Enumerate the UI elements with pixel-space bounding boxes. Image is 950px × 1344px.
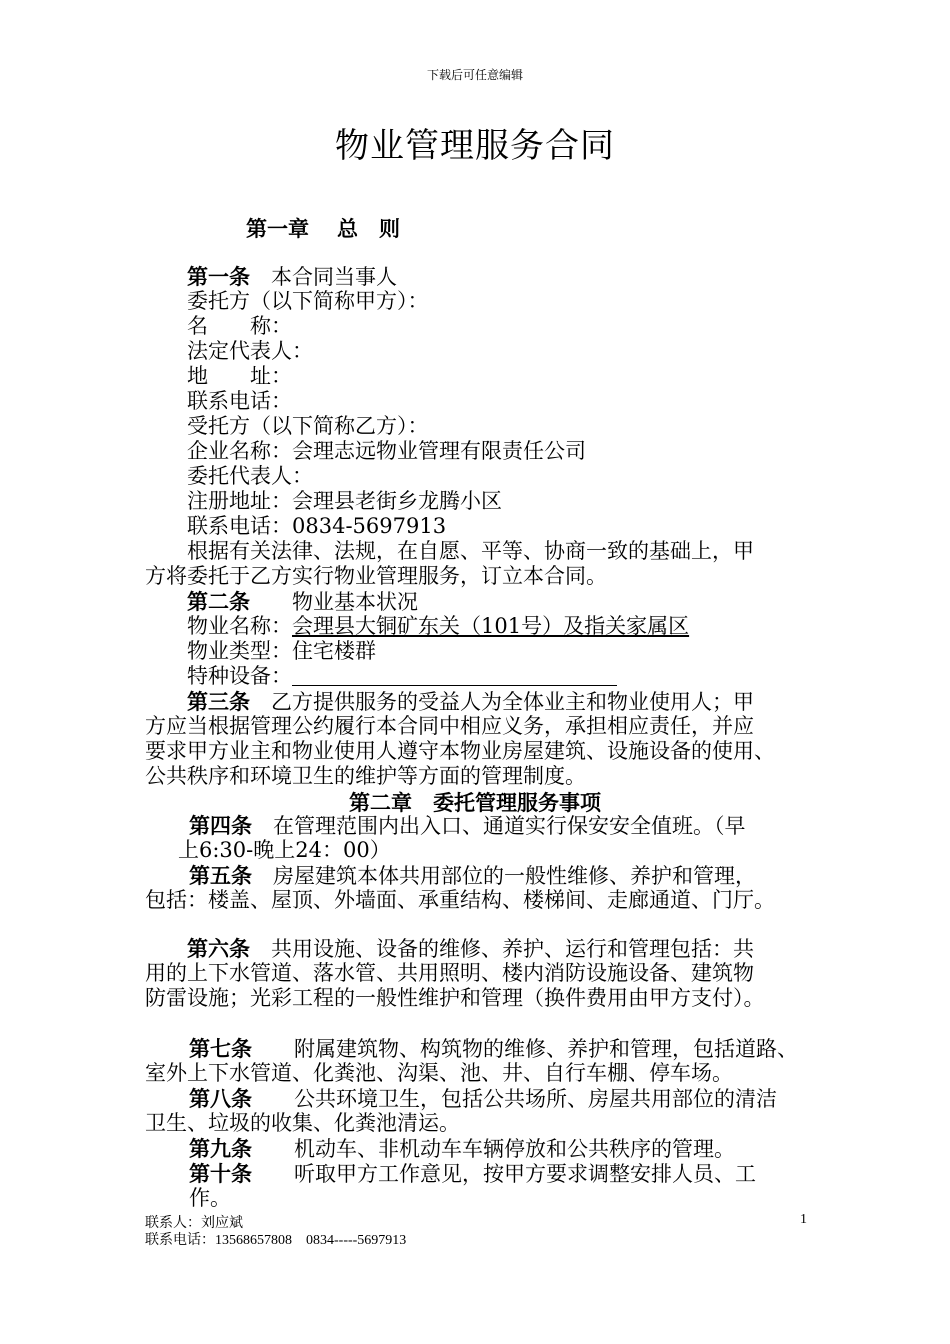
article-2-label: 第二条 xyxy=(187,589,250,614)
article-9-line-1 xyxy=(189,1136,735,1162)
party-a-phone: 联系电话： xyxy=(187,389,292,413)
article-3-line-4: 公共秩序和环境卫生的维护等方面的管理制度。 xyxy=(145,764,586,788)
article-6-line-1 xyxy=(187,936,754,962)
article-1-label: 第一条 xyxy=(187,264,250,289)
article-8-line-1 xyxy=(189,1086,777,1112)
article-1-para-line-1: 根据有关法律、法规，在自愿、平等、协商一致的基础上，甲 xyxy=(187,539,754,563)
property-name-line xyxy=(187,614,689,639)
article-1-text: 本合同当事人 xyxy=(271,265,397,289)
article-3-text-1: 乙方提供服务的受益人为全体业主和物业使用人；甲 xyxy=(271,690,754,714)
special-equipment-line xyxy=(187,664,617,689)
article-7-text-1: 附属建筑物、构筑物的维修、养护和管理，包括道路、 xyxy=(294,1037,798,1061)
chapter-2-label: 第二章 xyxy=(349,790,412,815)
special-equipment-label: 特种设备： xyxy=(187,664,292,688)
document-title: 物业管理服务合同 xyxy=(335,126,615,166)
article-3-label: 第三条 xyxy=(187,689,250,714)
article-10-line-2: 作。 xyxy=(189,1186,231,1210)
article-10-line-1 xyxy=(189,1161,756,1187)
party-a-address: 地 址： xyxy=(187,364,292,388)
page-header-note: 下载后可任意编辑 xyxy=(426,68,523,82)
party-b-company: 企业名称：会理志远物业管理有限责任公司 xyxy=(187,439,586,463)
article-9-text-1: 机动车、非机动车车辆停放和公共秩序的管理。 xyxy=(294,1137,735,1161)
article-4-label: 第四条 xyxy=(189,813,252,838)
article-6-line-3: 防雷设施；光彩工程的一般性维护和管理（换件费用由甲方支付）。 xyxy=(145,986,765,1010)
chapter-1-label: 第一章 xyxy=(246,216,309,241)
footer-page-number: 1 xyxy=(800,1212,807,1227)
article-2-heading xyxy=(187,589,418,615)
article-7-line-1 xyxy=(189,1036,798,1062)
party-a-legal-rep: 法定代表人： xyxy=(187,339,313,363)
article-9-label: 第九条 xyxy=(189,1136,252,1161)
party-b-phone: 联系电话：0834-5697913 xyxy=(187,514,447,538)
article-6-line-2: 用的上下水管道、落水管、共用照明、楼内消防设施设备、建筑物 xyxy=(145,961,754,985)
article-3-line-2: 方应当根据管理公约履行本合同中相应义务，承担相应责任，并应 xyxy=(145,714,754,738)
party-b-address: 注册地址：会理县老街乡龙腾小区 xyxy=(187,489,502,513)
article-5-label: 第五条 xyxy=(189,863,252,888)
article-10-text-1: 听取甲方工作意见，按甲方要求调整安排人员、工 xyxy=(294,1162,756,1186)
article-3-line-3: 要求甲方业主和物业使用人遵守本物业房屋建筑、设施设备的使用、 xyxy=(145,739,775,763)
article-7-line-2: 室外上下水管道、化粪池、沟渠、池、井、自行车棚、停车场。 xyxy=(145,1061,733,1085)
article-5-line-2: 包括：楼盖、屋顶、外墙面、承重结构、楼梯间、走廊通道、门厅。 xyxy=(145,888,775,912)
article-5-line-1 xyxy=(189,863,756,889)
article-4-text-1: 在管理范围内出入口、通道实行保安安全值班。（早 xyxy=(273,814,746,838)
party-a-name: 名 称： xyxy=(187,314,292,338)
article-4-line-1 xyxy=(189,813,746,839)
article-5-text-1: 房屋建筑本体共用部位的一般性维修、养护和管理， xyxy=(273,864,756,888)
article-8-label: 第八条 xyxy=(189,1086,252,1111)
property-name-label: 物业名称： xyxy=(187,614,292,638)
article-6-label: 第六条 xyxy=(187,936,250,961)
footer-phone: 联系电话：13568657808 0834-----5697913 xyxy=(145,1233,407,1248)
article-6-text-1: 共用设施、设备的维修、养护、运行和管理包括：共 xyxy=(271,937,754,961)
chapter-1-heading xyxy=(246,213,400,243)
article-8-text-1: 公共环境卫生，包括公共场所、房屋共用部位的清洁 xyxy=(294,1087,777,1111)
article-2-text: 物业基本状况 xyxy=(292,590,418,614)
article-1-heading xyxy=(187,264,397,290)
special-equipment-blank xyxy=(292,665,617,686)
chapter-2-name: 委托管理服务事项 xyxy=(433,790,601,815)
chapter-1-name: 总 则 xyxy=(337,216,400,241)
property-name-value: 会理县大铜矿东关（101号）及指关家属区 xyxy=(292,614,690,638)
property-type-line: 物业类型：住宅楼群 xyxy=(187,639,376,663)
footer-contact: 联系人：刘应斌 xyxy=(145,1216,243,1231)
article-3-line-1 xyxy=(187,689,754,715)
party-b-line: 受托方（以下简称乙方）： xyxy=(187,414,429,438)
article-8-line-2: 卫生、垃圾的收集、化粪池清运。 xyxy=(145,1111,460,1135)
party-b-rep: 委托代表人： xyxy=(187,464,313,488)
party-a-line: 委托方（以下简称甲方）： xyxy=(187,289,429,313)
article-1-para-line-2: 方将委托于乙方实行物业管理服务，订立本合同。 xyxy=(145,564,607,588)
article-7-label: 第七条 xyxy=(189,1036,252,1061)
article-4-line-2: 上6:30-晚上24：00） xyxy=(178,838,391,862)
article-10-label: 第十条 xyxy=(189,1161,252,1186)
